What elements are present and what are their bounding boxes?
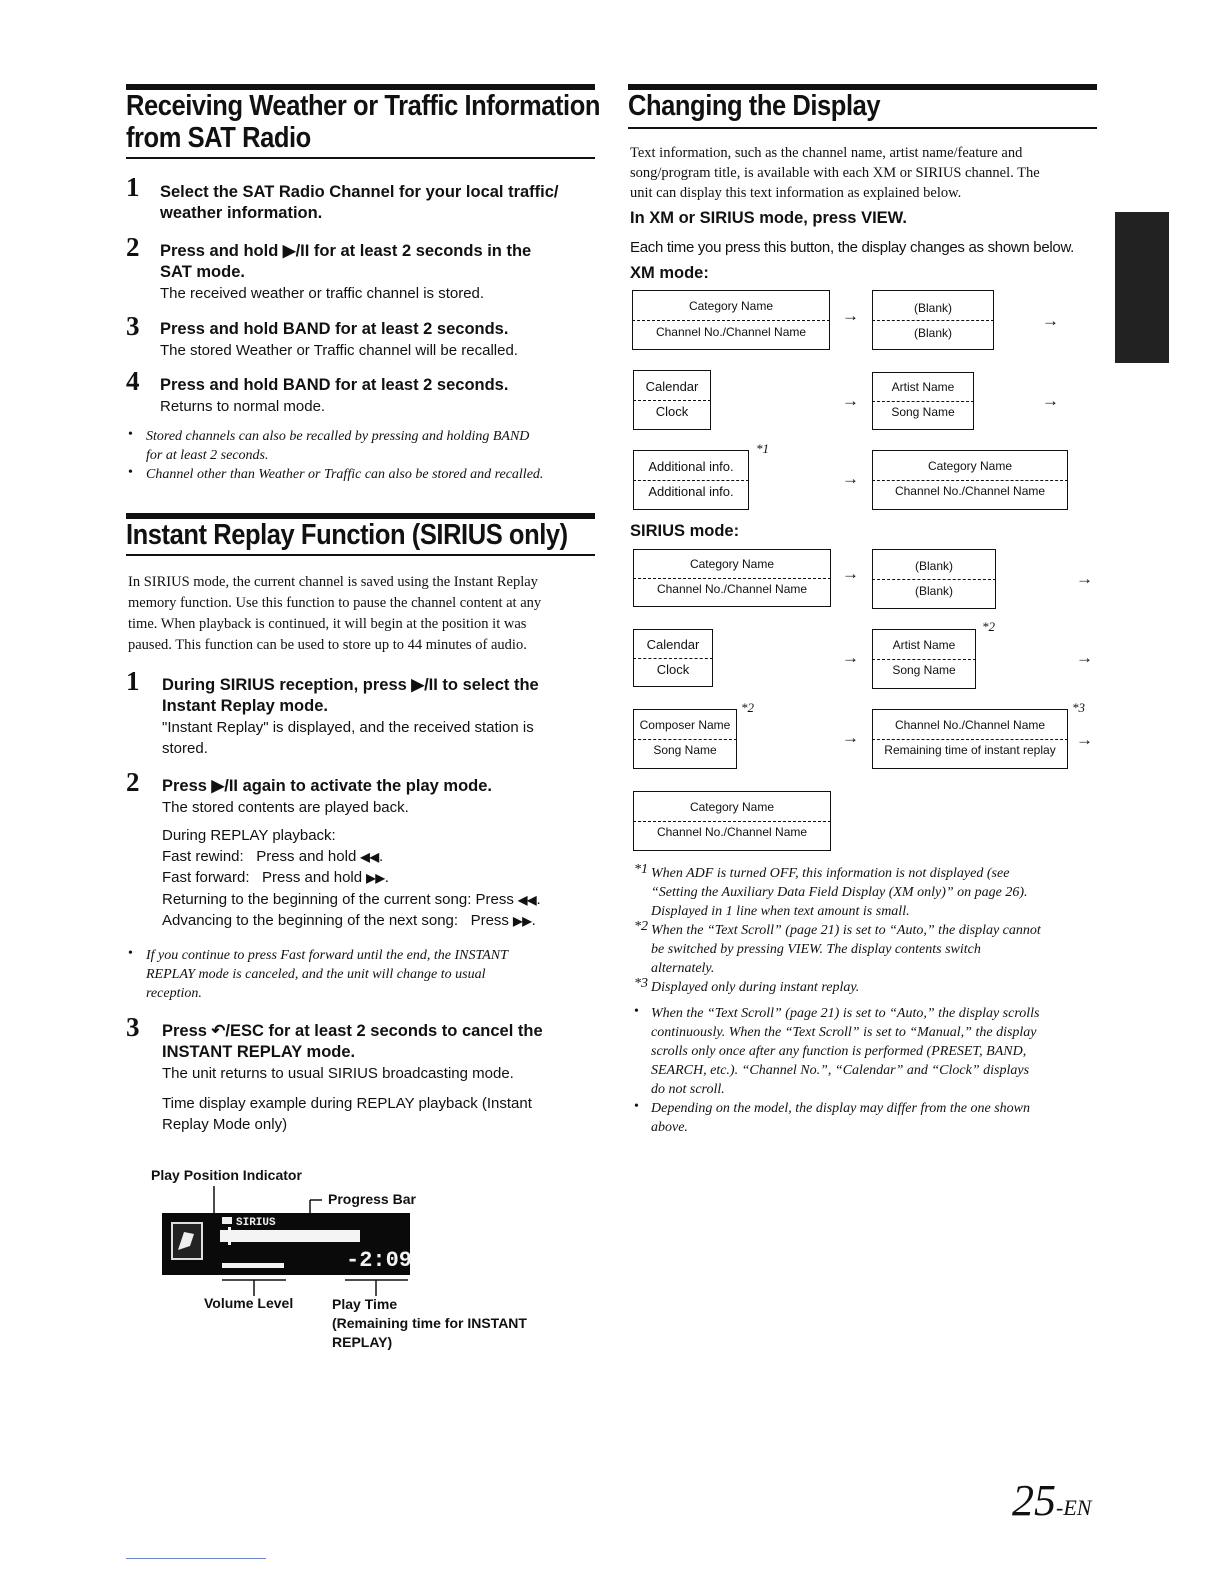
footnote-2-mark: *2 xyxy=(634,919,648,934)
sirius-box-artist: Artist Name Song Name xyxy=(872,629,976,689)
fast-forward-icon: ▶▶ xyxy=(366,871,385,885)
previous-track-icon: ◀◀ xyxy=(518,893,537,907)
sirius-arrow-5: → xyxy=(842,728,859,747)
weather-note2-bullet: • xyxy=(128,465,133,480)
sirius-arrow-6: → xyxy=(1076,730,1093,749)
weather-step1-heading: Select the SAT Radio Channel for your local traffic/ weather information. xyxy=(160,183,559,222)
xm-arrow-4: → xyxy=(1042,391,1059,410)
lcd-band-text: SIRIUS xyxy=(236,1217,276,1229)
replay-step3-example: Time display example during REPLAY playback (Instant Replay Mode only) xyxy=(162,1095,532,1133)
footnote-3-mark: *3 xyxy=(634,976,648,991)
sirius-arrow-1: → xyxy=(842,564,859,583)
display-bullet-1: When the “Text Scroll” (page 21) is set to “Auto,” the display scrolls continuously. When the “Text Scroll” is set to “Manual,” the display scrolls only once after any function is performed (PRESET, BAND, SEARCH, etc.). “Channel No.”, “Calendar” and “Clock” displays do not scroll. xyxy=(651,1006,1040,1097)
sirius-box-composer: Composer Name Song Name xyxy=(633,709,737,769)
replay-intro: In SIRIUS mode, the current channel is saved using the Instant Replay memory function. Use this function to pause the channel content at any time. When playback is continued, it will begin at the position it was paused. This function can be used to store up to 44 minutes of audio. xyxy=(128,574,542,653)
xm-box-blank: (Blank) (Blank) xyxy=(872,290,994,350)
weather-title-line1: Receiving Weather or Traffic Information xyxy=(126,90,601,122)
sirius-box-replay: Channel No./Channel Name Remaining time of instant replay xyxy=(872,709,1068,769)
display-subhead: In XM or SIRIUS mode, press VIEW. xyxy=(630,209,907,227)
play-position-indicator-label: Play Position Indicator xyxy=(151,1167,302,1183)
xm-box-category: Category Name Channel No./Channel Name xyxy=(632,290,830,350)
xm-mark-1: *1 xyxy=(756,441,769,456)
sirius-box-blank: (Blank) (Blank) xyxy=(872,549,996,609)
weather-bottom-rule xyxy=(126,157,595,159)
volume-level-label: Volume Level xyxy=(204,1295,294,1311)
sirius-arrow-4: → xyxy=(1076,648,1093,667)
play-time-label: Play Time (Remaining time for INSTANT REPLAY) xyxy=(332,1296,527,1350)
sirius-mark-2a: *2 xyxy=(982,619,995,634)
replay-forward-row: Fast forward: Press and hold ▶▶. xyxy=(162,869,389,886)
weather-note1: Stored channels can also be recalled by pressing and holding BAND for at least 2 seconds. xyxy=(146,429,530,463)
sirius-box-calendar: Calendar Clock xyxy=(633,629,713,687)
replay-step1-body: "Instant Replay" is displayed, and the received station is stored. xyxy=(162,719,534,757)
weather-step3-body: The stored Weather or Traffic channel will be recalled. xyxy=(160,342,518,359)
sirius-box-category-final: Category Name Channel No./Channel Name xyxy=(633,791,831,851)
replay-step2-body: The stored contents are played back. xyxy=(162,799,409,816)
xm-box-artist: Artist Name Song Name xyxy=(872,372,974,430)
weather-step3-number: 3 xyxy=(126,311,140,341)
weather-step4-number: 4 xyxy=(126,366,140,396)
sirius-mark-3: *3 xyxy=(1072,700,1085,715)
xm-box-calendar: Calendar Clock xyxy=(633,370,711,430)
weather-step2-number: 2 xyxy=(126,232,140,262)
replay-step3-heading: Press ↶/ESC for at least 2 seconds to cancel the INSTANT REPLAY mode. xyxy=(162,1022,543,1061)
display-bottom-rule xyxy=(628,127,1097,129)
lcd-display-figure xyxy=(150,1180,430,1310)
footnote-2: When the “Text Scroll” (page 21) is set to “Auto,” the display cannot be switched by pressing VIEW. The display contents switch alternately. xyxy=(651,923,1041,976)
display-title: Changing the Display xyxy=(628,90,881,122)
replay-step1-number: 1 xyxy=(126,666,140,696)
footnote-1-mark: *1 xyxy=(634,862,648,877)
weather-step2-heading: Press and hold ▶/II for at least 2 seconds in the SAT mode. xyxy=(160,242,532,281)
xm-box-additional: Additional info. Additional info. xyxy=(633,450,749,510)
replay-step2-number: 2 xyxy=(126,767,140,797)
next-track-icon: ▶▶ xyxy=(513,914,532,928)
page-number: 25-EN xyxy=(1012,1476,1092,1525)
replay-return-row: Returning to the beginning of the current song: Press ◀◀. xyxy=(162,891,541,908)
footer-line xyxy=(126,1558,266,1559)
replay-rewind-row: Fast rewind: Press and hold ◀◀. xyxy=(162,848,384,865)
xm-mode-label: XM mode: xyxy=(630,264,709,282)
display-bullet-1-dot: • xyxy=(634,1004,639,1019)
sirius-mode-label: SIRIUS mode: xyxy=(630,522,740,540)
replay-note: If you continue to press Fast forward until the end, the INSTANT REPLAY mode is canceled, and the unit will change to usual reception. xyxy=(146,948,508,1001)
footnote-1: When ADF is turned OFF, this information is not displayed (see “Setting the Auxiliary Data Field Display (XM only)” on page 26). Displayed in 1 line when text amount is small. xyxy=(651,866,1028,919)
weather-step4-heading: Press and hold BAND for at least 2 seconds. xyxy=(160,376,509,394)
footnote-3: Displayed only during instant replay. xyxy=(651,980,860,995)
display-bullet-2-dot: • xyxy=(634,1099,639,1114)
weather-note2: Channel other than Weather or Traffic can also be stored and recalled. xyxy=(146,467,544,482)
sirius-arrow-3: → xyxy=(842,648,859,667)
xm-arrow-5: → xyxy=(842,469,859,488)
progress-bar-label: Progress Bar xyxy=(328,1191,416,1207)
xm-box-category-final: Category Name Channel No./Channel Name xyxy=(872,450,1068,510)
display-bullet-2: Depending on the model, the display may differ from the one shown above. xyxy=(651,1101,1030,1135)
sirius-arrow-2: → xyxy=(1076,569,1093,588)
xm-arrow-1: → xyxy=(842,306,859,325)
replay-advance-row: Advancing to the beginning of the next song: Press ▶▶. xyxy=(162,912,536,929)
replay-title: Instant Replay Function (SIRIUS only) xyxy=(126,519,568,551)
display-intro: Text information, such as the channel name, artist name/feature and song/program title, is available with each XM or SIRIUS channel. The unit can display this text information as explained below. xyxy=(630,145,1040,201)
replay-step1-heading: During SIRIUS reception, press ▶/II to select the Instant Replay mode. xyxy=(162,676,539,715)
section-tab-marker xyxy=(1115,212,1169,363)
sirius-box-category: Category Name Channel No./Channel Name xyxy=(633,549,831,607)
weather-step4-body: Returns to normal mode. xyxy=(160,398,326,415)
replay-note-bullet: • xyxy=(128,946,133,961)
rewind-icon: ◀◀ xyxy=(360,850,379,864)
replay-step3-number: 3 xyxy=(126,1012,140,1042)
display-each-time: Each time you press this button, the display changes as shown below. xyxy=(630,239,1075,256)
xm-arrow-3: → xyxy=(842,391,859,410)
replay-step3-body: The unit returns to usual SIRIUS broadcasting mode. xyxy=(162,1065,514,1082)
weather-note1-bullet: • xyxy=(128,427,133,442)
xm-arrow-2: → xyxy=(1042,311,1059,330)
weather-title-line2: from SAT Radio xyxy=(126,122,311,154)
replay-step2-heading: Press ▶/II again to activate the play mode. xyxy=(162,777,492,795)
replay-during-label: During REPLAY playback: xyxy=(162,827,336,844)
weather-step1-number: 1 xyxy=(126,172,140,202)
weather-step2-body: The received weather or traffic channel is stored. xyxy=(160,285,485,302)
lcd-time-text: -2:09 xyxy=(346,1248,413,1273)
weather-step3-heading: Press and hold BAND for at least 2 seconds. xyxy=(160,320,509,338)
sirius-mark-2b: *2 xyxy=(741,700,754,715)
replay-bottom-rule xyxy=(126,554,595,556)
